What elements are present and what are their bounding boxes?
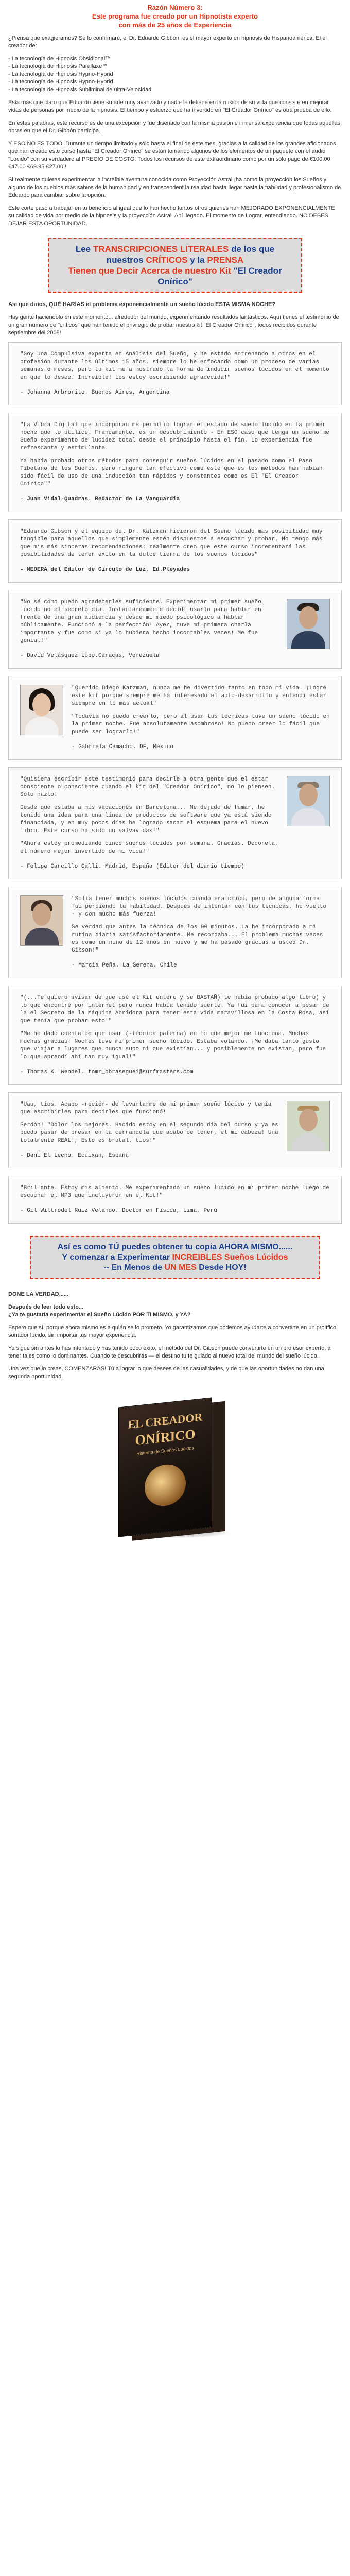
- banner-highlight: "El Creador Onírico": [157, 266, 282, 286]
- signature-text: - Gabriela Camacho. DF, México: [72, 744, 174, 750]
- technology-item: - La tecnología de Hipnosis Obsidional™: [8, 56, 111, 62]
- testimonial-quote: Ya había probado otros métodos para conseguir sueños lúcidos en el pasado como el Paso Tibetano de los Sueños, pero ninguno tan efectivo como éste que es los métodos han habían sido fácil de uso de una inducción tan rápidos y constantes como es El "El Creador Onírico"": [20, 458, 323, 487]
- reason-headline: [8, 3, 342, 29]
- closing-subheading-text: Después de leer todo esto...: [8, 1304, 84, 1310]
- technology-list: [8, 55, 342, 94]
- question-text: Así que diríos, QUÉ HARÍAS el problema exponencialmente un sueño lúcido ESTA MISMA NOCHE?: [8, 301, 276, 308]
- intro-paragraph-6: Este corte pasó a trabajar en tu beneficio al igual que lo han hecho tantos otros quienes han MEJORADO EXPONENCIALMENTE su calidad de vida por medio de la hipnosis y la proyección Astral. Ahí llegado. El momento de Lograr, entendiendo. NO DEBES DEJAR ESTA OPORTUNIDAD.: [8, 205, 335, 227]
- testimonial-body: [20, 776, 278, 871]
- testimonial-card: [8, 590, 342, 669]
- testimonial-quote: "Eduardo Gibson y el equipo del Dr. Katzman hicieron del Sueño lúcido más posibilidad muy tangible para aquellos que simplemente estén dispuestos a escuchar y probar. No tengo más que mis más sinceras recomendaciones: realmente creo que este curso incrementará las posibilidades de tener éxito en la dulce tierra de los sueños lúcidos": [20, 529, 323, 558]
- testimonial-signature: [72, 743, 330, 751]
- reason-number: Razón Número 3:: [147, 4, 203, 11]
- testimonial-body: [20, 599, 278, 660]
- closing-subheading: [8, 1303, 342, 1319]
- testimonial-card: [8, 413, 342, 512]
- testimonial-quote: "Me he dado cuenta de que usar (-técnica paterna) en lo que mejor me funciona. Muchas muchas gracias! Noches tuve mi primer sueño lúcido. Estaba volando. ¡Me daba tanto gusto que viajar a lugares que nunca supo ni que existían... y posiblemente no existan, pero fue lo que aprendí ahí tan muy igual!": [20, 1031, 326, 1060]
- testimonial-body: [20, 1101, 278, 1160]
- closing-heading: [8, 1291, 342, 1298]
- testimonial-quote: Perdón! "Dolor los mejores. Hacido estoy en el segundo día del curso y ya es puedo pasar de presar en la cerrandola que acabo de tener, el mi cabeza! Una totalmente REAL!, Esto es brutal, tíos!": [20, 1122, 278, 1144]
- cta-line-2: [36, 1252, 314, 1263]
- testimonial-photo: [20, 685, 63, 735]
- cta-text: -- En Menos de: [103, 1263, 165, 1272]
- testimonial-quote: Se verdad que antes la técnica de los 90 minutos. La he incorporado a mi rutina diaria satisfactoriamente. Me recordaba... El problema muchas veces es como un niño de 12 años en nuevo y me ha pasado gracias a usted Dr. Gibson!": [72, 924, 323, 954]
- testimonial-photo: [20, 895, 63, 946]
- testimonial-photo: [287, 776, 330, 826]
- testimonial-signature: - Juan Vidal-Quadras. Redactor de La Vanguardia: [20, 496, 180, 502]
- testimonial-card: [8, 1092, 342, 1168]
- signature-text: - Thomas K. Wendel. tomr_obraseguei@surfmasters.com: [20, 1069, 194, 1075]
- testimonial-photo: [287, 1101, 330, 1151]
- product-title-top: EL CREADOR: [128, 1410, 203, 1431]
- testimonial-body: [72, 895, 330, 970]
- testimonial-signature: [20, 863, 278, 871]
- pre-testimonials-paragraph: Hay gente haciéndolo en este momento... alrededor del mundo, experimentando resultados fantásticos. Aquí tienes el testimonio de un gran número de "críticos" que han tenido el privilegio de probar nuestro kit "El Creador Onírico", todos recibidos durante septiembre del 2008!: [8, 314, 339, 336]
- cta-highlight: INCREIBLES Sueños Lúcidos: [172, 1253, 288, 1262]
- technology-item: - La tecnología de Hipnosis Hypno-Hybrid: [8, 79, 113, 85]
- testimonial-signature: [20, 1207, 330, 1215]
- signature-text: - Dani El Lecho. Ecuixan, España: [20, 1153, 129, 1159]
- signature-text: - Johanna Arbrorito. Buenos Aires, Argentina: [20, 389, 170, 396]
- testimonial-quote: "Soy una Compulsiva experta en Análisis del Sueño, y he estado entrenando a otros en el profesión durante los últimos 15 años, siempre lo he enfocando como un proceso de varias semanas o meses, pero tu kit me a mostrado la forma de inducir sueños lúcidos en el momento en que lo desee. Increíble! Les estoy escribiendo agradecida!": [20, 351, 329, 381]
- banner-text: y la: [187, 255, 207, 265]
- banner-highlight: CRÍTICOS: [146, 255, 188, 265]
- testimonial-card: [8, 342, 342, 405]
- testimonials-banner: [48, 238, 302, 293]
- testimonial-card: [8, 887, 342, 978]
- cta-highlight: UN MES: [164, 1263, 197, 1272]
- closing-paragraph-2: Ya sigue sin antes lo has intentado y has tenido poco éxito, el método del Dr. Gibson puede convertirte en un profesor experto, a tener tales como lo dominantes. Cuando te descubrirás — el destino tu te guiado al nuevo total del mundo del sueño lúcido.: [8, 1345, 331, 1359]
- reason-title: Este programa fue creado por un Hipnotista experto: [92, 12, 258, 20]
- testimonial-card: [8, 986, 342, 1085]
- testimonial-card: [8, 1176, 342, 1224]
- testimonial-signature: [20, 1069, 330, 1076]
- testimonial-signature: [72, 962, 330, 970]
- product-orb-graphic: [145, 1463, 186, 1508]
- intro-paragraph-4: Y ESO NO ES TODO. Durante un tiempo limitado y sólo hasta el final de este mes, gracias a la calidad de los grandes aficionados que han creado este curso hasta "El Creador Onírico" se están tomando algunos de los elementos de un paquete con el audio "Lúcido" con su verdadero al PRECIO DE COSTO. Todos los recursos de este extraordinario como por un sólo pago de €100.00 €47.00 €69.95 €27.00!!: [8, 141, 336, 170]
- testimonial-quote: "Ahora estoy promediando cinco sueños lúcidos por semana. Gracias. Decorela, el número mejor invertido de mi vida!": [20, 841, 278, 855]
- testimonial-signature: - MEDERA del Editor de Circulo de Luz, Ed.Pleyades: [20, 567, 190, 573]
- technology-item: - La tecnología de Hipnosis Subliminal de ultra-Velocidad: [8, 87, 152, 93]
- signature-text: - Marcia Peña. La Serena, Chile: [72, 962, 177, 969]
- banner-line-1: [54, 244, 296, 255]
- signature-text: - Felipe Carcillo Galli. Madrid, España (Editor del diario tiempo): [20, 863, 244, 870]
- product-tagline: Sistema de Sueños Lúcidos: [136, 1445, 194, 1456]
- product-box: [118, 1397, 212, 1537]
- closing-paragraph-3: Una vez que lo creas, COMENZARÁS! Tú a lograr lo que desees de las casualidades, y de que las oportunidades no dan una segunda oportunidad.: [8, 1366, 324, 1380]
- product-title-bottom: ONÍRICO: [135, 1426, 196, 1448]
- banner-text: de los que: [229, 244, 275, 254]
- testimonial-quote: "(...Te quiero avisar de que usé el Kit entero y se BASTAÑ) te había probado algo libro) y lo que encontré por internet pero nunca había tenido suerte. Ya fui para conocer a pesar de la el Secreto de la Máquina Abridora para tener esta vida maravillosa en la Costa Rosa, así que tenía que probar esto!": [20, 995, 329, 1024]
- banner-text: nuestros: [106, 255, 146, 265]
- testimonial-quote: "Solía tener muchos sueños lúcidos cuando era chico, pero de alguna forma fui perdiendo la habilidad. Después de intentar con tus técnicas, he vuelto - y con mucho más fuerza!: [72, 896, 327, 918]
- banner-line-3: [54, 265, 296, 287]
- reason-subtitle: con más de 25 años de Experiencia: [118, 21, 232, 29]
- banner-highlight: TRANSCRIPCIONES LITERALES: [93, 244, 229, 254]
- intro-paragraph-1: ¿Piensa que exagieramos? Se lo confirmaré, el Dr. Eduardo Gibbón, es el mayor experto en hipnosis de Hispanoamérica. El el creador de:: [8, 35, 327, 49]
- cta-text: Desde HOY!: [196, 1263, 247, 1272]
- intro-paragraph-5: Si realmente quieres experimentar la increíble aventura conocida como Proyección Astral ¡ha como la proyección los Sueños y alguno de los pueblos más sabios de la humanidad y en transcendent la realidad hasta llegar hasta la fiabilidad y profesionalismo de Eduardo para cambiar sobre la opción.: [8, 177, 341, 198]
- closing-question-text: ¿Ya te gustaría experimentar el Sueño Lúcido POR TI MISMO, y YA?: [8, 1312, 191, 1318]
- testimonial-card: [8, 767, 342, 879]
- testimonial-quote: "Todavía no puedo creerlo, pero al usar tus técnicas tuve un sueño lúcido en la primer noche. Fue absolutamente asombroso! No puedo creer lo fácil que puede ser lograrlo!": [72, 714, 330, 735]
- technology-item: - La tecnología de Hipnosis Parallaxe™: [8, 63, 108, 70]
- testimonial-quote: "La Vibra Digital que incorporan me permitió lograr el estado de sueño lúcido en la primer noche que lo utilicé. Francamente, es un descubrimiento - En ESO caso que tenga un sueño me Sueño experimento de lucidez total desde el principio hasta el fin. Lo experiencia fue refrescante y estimulante.: [20, 422, 329, 451]
- testimonial-quote: Desde que estaba a mis vacaciones en Barcelona... Me dejado de fumar, he tenido una idea para una línea de productos de software que ya está siendo financiada, y en muy pocos días he logrado sacar el esquema para el nuevo libro. Este curso ha sido un salvavidas!": [20, 805, 272, 834]
- cta-line-3: [36, 1263, 314, 1273]
- signature-text: - David Velásquez Lobo.Caracas, Venezuela: [20, 653, 160, 659]
- signature-text: - Gil Wiltrodel Ruiz Velando. Doctor en Física, Lima, Perú: [20, 1208, 217, 1214]
- banner-highlight: PRENSA: [207, 255, 244, 265]
- pre-testimonials-question: [8, 301, 342, 309]
- banner-text: Tienen que Decir Acerca de nuestro Kit: [68, 266, 234, 276]
- testimonial-quote: "Uau, tíos. Acabo -recién- de levantarme de mi primer sueño lúcido y tenía que escribirles para decirles que funcionó!: [20, 1101, 272, 1115]
- testimonial-quote: "Quisiera escribir este testimonio para decirle a otra gente que el estar consciente o consciente cuando el kit del "Creador Onírico", no lo piensen. Sólo hazlo!: [20, 776, 275, 798]
- testimonial-card: [8, 676, 342, 760]
- testimonial-body: [72, 685, 330, 751]
- closing-heading-text: DONE LA VERDAD......: [8, 1291, 68, 1297]
- banner-text: Lee: [75, 244, 93, 254]
- intro-paragraph-2: Esta más que claro que Eduardo tiene su arte muy avanzado y nadie le detiene en la misión de su vida que consiste en mejorar vidas de personas por medio de la hipnosis. El tiempo y esfuerzo que ha invertido en "El Creador Onírico" es otra prueba de ello.: [8, 99, 332, 113]
- product-box-image: [98, 1392, 252, 1547]
- intro-paragraph-3: En estas palabras, este recurso es de una excepción y fue diseñado con la misma pasión e inmensa experiencia que todas aquellas obras en que el Dr. Gibbón participa.: [8, 120, 341, 134]
- closing-paragraph-1: Espero que sí, porque ahora mismo es a quién se lo prometo. Yo garantizamos que podemos ayudarte a convertirte en un prolífico soñador lúcido, sin importar tus mayor experiencia.: [8, 1325, 337, 1338]
- banner-line-2: [54, 255, 296, 265]
- cta-line-1: Así es como TÚ puedes obtener tu copia AHORA MISMO......: [57, 1243, 293, 1251]
- testimonial-signature: [20, 389, 330, 397]
- testimonial-quote: "Querido Diego Katzman, nunca me he divertido tanto en todo mi vida. ¡Logré este kit porque siempre me ha interesado el auto-desarrollo y entendí estar siempre en lo más actual": [72, 685, 327, 707]
- testimonial-quote: "Brillante. Estoy mis aliento. Me experimentado un sueño lúcido en mi primer noche luego de escuchar el MP3 que incluyeron en el Kit!": [20, 1185, 329, 1199]
- testimonial-signature: [20, 1152, 278, 1160]
- testimonial-quote: "No sé cómo puedo agradecerles suficiente. Experimentar mi primer sueño lúcido no el secreto dia. Instantáneamente decidí usarlo para hablar en frente de una gran audiencia y desde mi miedo psicológico a hablar públicamente. Funcionó a la perfección! Ayer, tuve mi primera charla importante y fue como si ya lo hubiera hecho incontables veces! Me fue genial!": [20, 599, 261, 644]
- call-to-action-banner: [30, 1236, 320, 1279]
- technology-item: - La tecnología de Hipnosis Hypno-Hybrid: [8, 71, 113, 77]
- testimonial-signature: [20, 652, 278, 660]
- testimonial-card: [8, 519, 342, 583]
- cta-text: Y comenzar a Experimentar: [62, 1253, 172, 1262]
- testimonial-photo: [287, 599, 330, 649]
